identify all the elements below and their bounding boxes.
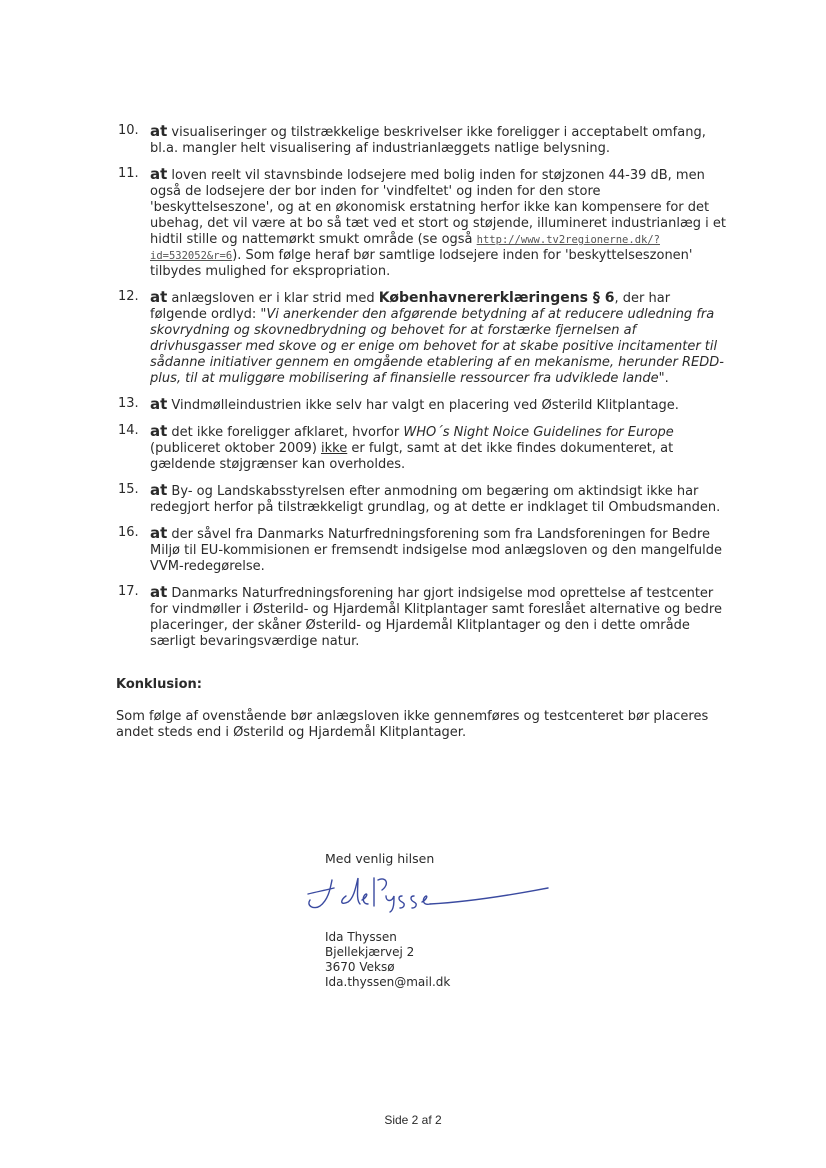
item-keyword: at — [150, 422, 168, 440]
item-number: 12. — [118, 289, 139, 304]
item-text: By- og Landskabsstyrelsen efter anmodning om begæring om aktindsigt ikke har redegjort herfor på tilstrækkeligt grundlag, og at dette er indklaget til Ombudsmanden. — [150, 484, 721, 515]
page-number-footer: Side 2 af 2 — [384, 1113, 442, 1127]
item-keyword: at — [150, 481, 168, 499]
item-text: Vindmølleindustrien ikke selv har valgt en placering ved Østerild Klitplantage. — [167, 398, 679, 413]
item-number: 17. — [118, 584, 139, 599]
item-number: 11. — [118, 166, 139, 181]
list-item — [118, 482, 728, 516]
tv2-link[interactable]: http://www.tv2regionerne.dk/?id=532052&r=6 — [150, 234, 660, 262]
item-keyword: at — [150, 583, 168, 601]
declaration-reference: Københavnererklæringens § 6 — [378, 290, 615, 306]
item-text: visualiseringer og tilstrækkelige beskrivelser ikke foreligger i acceptabelt omfang, bl.a. mangler helt visualisering af industrianlæggets natlige belysning. — [150, 125, 706, 156]
who-guidelines-title: WHO´s Night Noice Guidelines for Europe — [403, 425, 674, 440]
list-item — [118, 584, 728, 650]
list-item — [118, 423, 728, 473]
argument-list — [118, 123, 728, 659]
item-keyword: at — [150, 165, 168, 183]
list-item — [118, 525, 728, 575]
list-item — [118, 123, 728, 157]
item-text: er fulgt, samt at det ikke findes dokumenteret, at gældende støjgrænser kan overholdes. — [150, 441, 674, 472]
sender-email[interactable]: Ida.thyssen@mail.dk — [325, 975, 451, 989]
item-text: Danmarks Naturfredningsforening har gjort indsigelse mod oprettelse af testcenter for vindmøller i Østerild- og Hjardemål Klitplantager samt foreslået alternative og bedre placeringer, der skåner Østerild- og Hjardemål Klitplantager og den i dette område særligt bevaringsværdige natur. — [150, 586, 722, 649]
sender-city: 3670 Veksø — [325, 960, 395, 974]
sender-street: Bjellekjærvej 2 — [325, 945, 415, 959]
sender-name: Ida Thyssen — [325, 930, 397, 944]
emphasis-ikke: ikke — [321, 441, 348, 456]
list-item — [118, 396, 728, 414]
list-item — [118, 166, 728, 280]
closing-greeting: Med venlig hilsen — [325, 851, 435, 866]
item-text: der såvel fra Danmarks Naturfredningsforening som fra Landsforeningen for Bedre Miljø til EU-kommisionen er fremsendt indsigelse mod anlægsloven og den mangelfulde VVM-redegørelse. — [150, 527, 723, 574]
item-number: 14. — [118, 423, 139, 438]
item-keyword: at — [150, 395, 168, 413]
item-text: , der har følgende ordlyd: — [150, 291, 671, 322]
item-text: det ikke foreligger afklaret, hvorfor — [167, 425, 404, 440]
item-keyword: at — [150, 524, 168, 542]
conclusion-text: Som følge af ovenstående bør anlægsloven ikke gennemføres og testcenteret bør placeres andet steds end i Østerild og Hjardemål Klitplantager. — [116, 709, 709, 740]
declaration-quote: "Vi anerkender den afgørende betydning af at reducere udledning fra skovrydning og skovnedbrydning og behovet for at forstærke fjernelsen af drivhusgasser med skove og er enige om behovet for at skabe positive incitamenter til sådanne initiativer gennem en omgående etablering af en mekanisme, herunder REDD-plus, til at muliggøre mobilisering af finansielle ressourcer fra udviklede lande" — [150, 307, 724, 386]
item-text: ). Som følge heraf bør samtlige lodsejere inden for 'beskyttelseszonen' tilbydes mulighed for ekspropriation. — [150, 248, 693, 279]
sender-address — [325, 930, 450, 990]
item-text: anlægsloven er i klar strid med — [167, 291, 379, 306]
item-number: 15. — [118, 482, 139, 497]
item-text: loven reelt vil stavnsbinde lodsejere med bolig inden for støjzonen 44-39 dB, men også de lodsejere der bor inden for 'vindfeltet' og inden for den store 'beskyttelseszone', og at en økonomisk erstatning herfor ikke kan kompensere for det ubehag, det vil være at bo så tæt ved et stort og støjende, illumineret industrianlæg i et hidtil stille og nattemørkt smukt område (se også — [150, 168, 726, 247]
conclusion-heading: Konklusion: — [116, 677, 202, 692]
item-text: (publiceret oktober 2009) — [150, 441, 322, 456]
item-number: 10. — [118, 123, 139, 138]
item-keyword: at — [150, 288, 168, 306]
item-number: 13. — [118, 396, 139, 411]
item-keyword: at — [150, 122, 168, 140]
item-number: 16. — [118, 525, 139, 540]
list-item — [118, 289, 728, 387]
item-text: . — [664, 371, 669, 386]
handwritten-signature — [296, 866, 556, 916]
